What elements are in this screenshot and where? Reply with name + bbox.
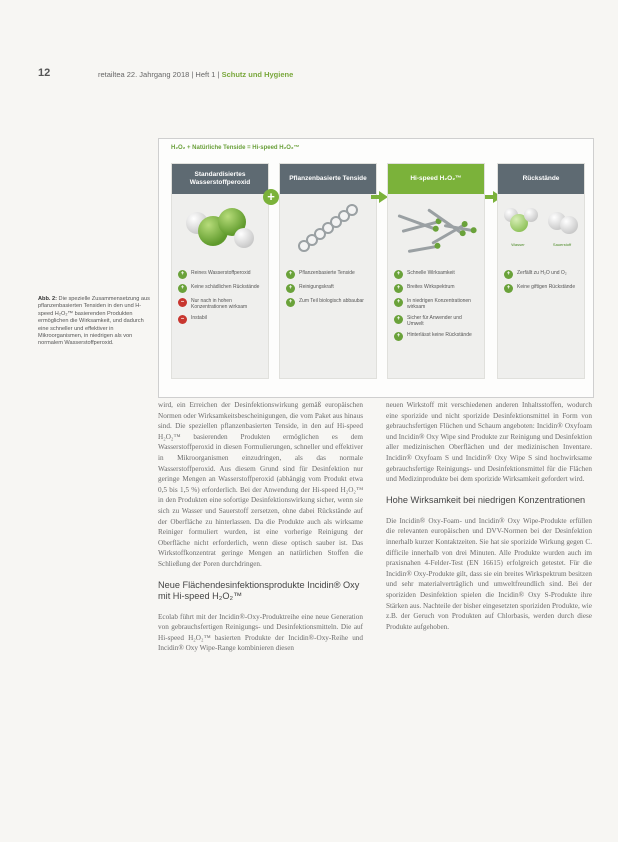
figure-column-hispeed [387, 163, 485, 379]
running-header [38, 67, 598, 83]
feature-item: + Zum Teil biologisch abbaubar [286, 298, 370, 307]
h2o2-molecule-illustration [172, 194, 268, 266]
article-column-left [158, 400, 363, 660]
plus-icon: + [394, 332, 403, 341]
plus-icon: + [504, 270, 513, 279]
body-paragraph: neuen Wirkstoff mit verschiedenen anderen Inhaltsstoffen, wodurch eine sporizide und nicht sporizide Desinfektionsmittel in Form von gebrauchsfertigen Flüchen und Schaum angeboten: Incidin® Oxyfoam und Incidin® Oxy Wipe sind Produkte zur Reinigung und Desinfektion aller medizinischen Oberflächen und der medizinischen Inventare. Incidin® Oxyfoam S und Incidin® Oxy Wipe S sind hochwirksame gebrauchsfertige Reinigungs- und Desinfektionsmittel für die Flächen und Medizinprodukte bei dem sporizide Wirksamkeit gefordert wird. [386, 401, 592, 484]
figure-column-peroxide [171, 163, 269, 379]
feature-item: + Breites Wirkspektrum [394, 284, 478, 293]
plus-icon: + [394, 298, 403, 307]
column-header: Pflanzenbasierte Tenside [280, 164, 376, 194]
feature-item: – Instabil [178, 315, 262, 324]
oxygen-atom [560, 216, 578, 234]
feature-item: + Pflanzenbasierte Tenside [286, 270, 370, 279]
plus-icon: + [286, 298, 295, 307]
plus-icon: + [394, 315, 403, 324]
minus-icon: – [178, 315, 187, 324]
feature-list [498, 266, 584, 293]
feature-item: + Reines Wasserstoffperoxid [178, 270, 262, 279]
body-paragraph: Ecolab führt mit der Incidin®-Oxy-Produktreihe eine neue Generation von gebrauchsfertigen Reinigungs- und Desinfektionsmitteln. Die auf Hi-speed H₂O₂™ basierten Produkte der Incidin®-Oxy-Reihe und Incidin® Oxy Wipe-Range kombinieren diesen [158, 612, 363, 653]
plus-icon: + [504, 284, 513, 293]
figure-column-surfactants [279, 163, 377, 379]
plus-icon: + [394, 270, 403, 279]
figure-box [158, 138, 594, 398]
feature-item: + Keine schädlichen Rückstände [178, 284, 262, 293]
article-column-right [386, 400, 592, 638]
journal-issue: retailtea 22. Jahrgang 2018 | Heft 1 | [98, 70, 220, 79]
hydrogen-atom [524, 208, 538, 222]
plus-icon: + [178, 270, 187, 279]
water-oxygen-illustration [498, 194, 584, 266]
hydrogen-atom [234, 228, 254, 248]
minus-icon: – [178, 298, 187, 307]
column-header: Hi-speed H₂O₂™ [388, 164, 484, 194]
plus-icon: + [178, 284, 187, 293]
caption-text: Die spezielle Zusammensetzung aus pflanzenbasierten Tensiden in den und H-speed H₂O₂™ basierenden Produkten ermöglichen die Wirksamkeit, und dadurch eine schneller und effektiver in Mikroorganismen, in niedrigen als von normalem Wasserstoffperoxid. [38, 296, 150, 347]
feature-list [172, 266, 268, 324]
oxygen-label: Sauerstoff [552, 242, 572, 247]
feature-item: + Keine giftigen Rückstände [504, 284, 578, 293]
feature-item: + In niedrigen Konzentrationen wirksam [394, 298, 478, 310]
subheading: Neue Flächendesinfektionsprodukte Incidin® Oxy mit Hi-speed H₂O₂™ [158, 579, 360, 601]
feature-list [388, 266, 484, 341]
figure-title: H₂O₂ + Natürliche Tenside = Hi-speed H₂O₂™ [171, 145, 300, 151]
body-paragraph: wird, ein Erreichen der Desinfektionswirkung gemäß europäischen Normen oder Wirksamkeitsbescheinigungen, die vom Paket aus hinaus sind. Die speziellen pflanzenbasierten Tenside, in den auf Hi-speed H₂O₂™ basierenden Produkten ermöglichen es dem Wasserstoffperoxid in diesen Formulierungen, schneller und effektiver in Mikroorganismen einzudringen, als das normale Wasserstoffperoxid. Aus diesem Grund sind für Desinfektion nur geringe Mengen an Wasserstoffperoxid (abhängig vom Produkt etwa 0,5 bis 1,5 %) erforderlich. Bei der Anwendung der Hi-speed H₂O₂™ in den Produkten eine sofortige Desinfektionswirkung sicher, wenn sie sich zu Wasser und Sauerstoff zersetzen, ohne dabei Rückstände auf der Oberfläche zu hinterlassen. Da die Produkte auch als wirksame Reiniger formuliert wurden, ist eine vorherige Reinigung der Oberfläche nicht erforderlich, wenn diese optisch sauber ist. Das Wirkstoffkonzentrat geringe Mengen an natürlichen Stoffen die Schließung der Poren durchdringen. [158, 401, 363, 568]
feature-list [280, 266, 376, 307]
page-number: 12 [38, 67, 51, 79]
surfactant-chain-illustration [280, 194, 376, 266]
body-paragraph: Die Incidin® Oxy-Foam- und Incidin® Oxy Wipe-Produkte erfüllen die relevanten europäischen und DVV-Normen bei der Desinfektion innerhalb kurzer Kontaktzeiten. Sie hat sie sporizide Wirkung gegen C. difficile innerhalb von drei Minuten. Alle Produkte wurden auch im praxisnahen 4-Felder-Test (EN 16615) erfolgreich getestet. Für die Incidin® Oxy-Produkte gilt, dass sie ein breites Wirkspektrum besitzen und sehr materialverträglich und umweltfreundlich sind. Bei der sporiziden Desinfektion spielen die Incidin® Oxy S-Produkte ihre Stärken aus. Nachteile der bisher eingesetzten sporiziden Produkte, wie z.B. der Geruch von Produkten auf Chlorbasis, werden durch diese Produkte aufgehoben. [386, 516, 592, 631]
water-label: Wasser [511, 242, 525, 247]
plus-connector-icon: + [263, 189, 279, 205]
plus-icon: + [394, 284, 403, 293]
plus-icon: + [286, 284, 295, 293]
figure-caption [38, 296, 150, 348]
column-header: Rückstände [498, 164, 584, 194]
subheading: Hohe Wirksamkeit bei niedrigen Konzentrationen [386, 494, 586, 505]
caption-label: Abb. 2: [38, 296, 57, 302]
feature-item: + Hinterlässt keine Rückstände [394, 332, 478, 341]
feature-item: – Nur nach in hohen Konzentrationen wirksam [178, 298, 262, 310]
feature-item: + Schnelle Wirksamkeit [394, 270, 478, 279]
column-header: Standardisiertes Wasserstoffperoxid [172, 164, 268, 194]
plus-icon: + [286, 270, 295, 279]
figure-column-residues [497, 163, 585, 379]
feature-item: + Sicher für Anwender und Umwelt [394, 315, 478, 327]
hispeed-structure-illustration [388, 194, 484, 266]
journal-meta [98, 70, 293, 79]
feature-item: + Reinigungskraft [286, 284, 370, 293]
feature-item: + Zerfällt zu H₂O und O₂ [504, 270, 578, 279]
section-name: Schutz und Hygiene [221, 70, 294, 79]
